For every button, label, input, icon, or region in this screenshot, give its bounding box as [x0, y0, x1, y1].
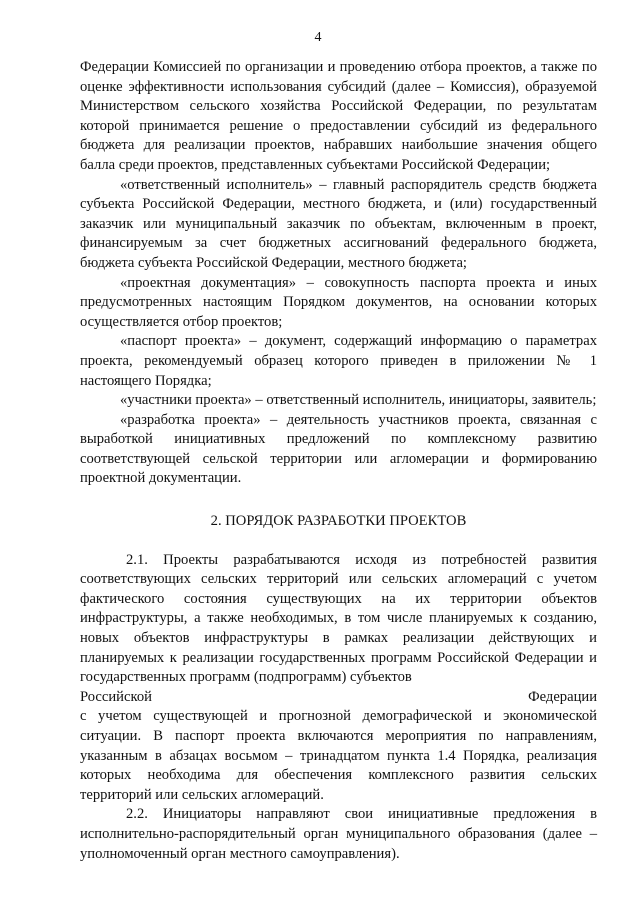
- paragraph-responsible-executor: «ответственный исполнитель» – главный распорядитель средств бюджета субъекта Российской Федерации, местного бюджета, и (или) государственный заказчик или муниципальный заказчик по объектам, включенным в проект, финансируемым за счет бюджетных ассигнований федерального бюджета, бюджета субъекта Российской Федерации, местного бюджета;: [80, 176, 597, 271]
- section-heading: 2. ПОРЯДОК РАЗРАБОТКИ ПРОЕКТОВ: [210, 513, 467, 530]
- paragraph-commission: Федерации Комиссией по организации и проведению отбора проектов, а также по оценке эффективности использования субсидий (далее – Комиссия), образуемой Министерством сельского хозяйства Российской Федерации, по результатам которой принимается решение о предоставлении субсидий из федерального бюджета для реализации проектов, набравших наибольшие значения общего балла среди проектов, представленных субъектами Российской Федерации;: [80, 59, 597, 173]
- document-body: [80, 58, 597, 864]
- paragraph-2-2: 2.2. Инициаторы направляют свои инициативные предложения в исполнительно-распорядительный орган муниципального образования (далее – уполномоченный орган местного самоуправления).: [80, 806, 597, 862]
- paragraph-project-passport: «паспорт проекта» – документ, содержащий информацию о параметрах проекта, рекомендуемый образец которого приведен в приложении № 1 настоящего Порядка;: [80, 333, 597, 389]
- paragraph-project-development: «разработка проекта» – деятельность участников проекта, связанная с выработкой инициативных предложений по комплексному развитию соответствующей сельской территории или агломерации и формированию проектной документации.: [80, 411, 597, 487]
- spread-word-right: Федерации: [528, 688, 597, 705]
- paragraph-2-1-part-1: 2.1. Проекты разрабатываются исходя из потребностей развития соответствующих сельских территорий или сельских агломераций с учетом фактического состояния существующих на их территории объектов инфраструктуры, а также необходимых, в том числе планируемых к созданию, новых объектов инфраструктуры в рамках реализации действующих и планируемых к реализации государственных программ Российской Федерации и государственных программ (подпрограмм) субъектов: [80, 551, 597, 686]
- paragraph-project-documentation: «проектная документация» – совокупность паспорта проекта и иных предусмотренных настоящим Порядком документов, на основании которых осуществляется отбор проектов;: [80, 274, 597, 330]
- page-number: 4: [314, 30, 322, 45]
- spread-word-left: Российской: [80, 688, 152, 705]
- paragraph-2-1-spread-line: [80, 688, 597, 708]
- paragraph-project-participants: «участники проекта» – ответственный исполнитель, инициаторы, заявитель;: [120, 392, 597, 409]
- paragraph-2-1-part-2: с учетом существующей и прогнозной демографической и экономической ситуации. В паспорт проекта включаются мероприятия по направлениям, указанным в абзацах восьмом – тринадцатом пункта 1.4 Порядка, реализация которых необходима для обеспечения комплексного развития сельских территорий или сельских агломераций.: [80, 708, 597, 803]
